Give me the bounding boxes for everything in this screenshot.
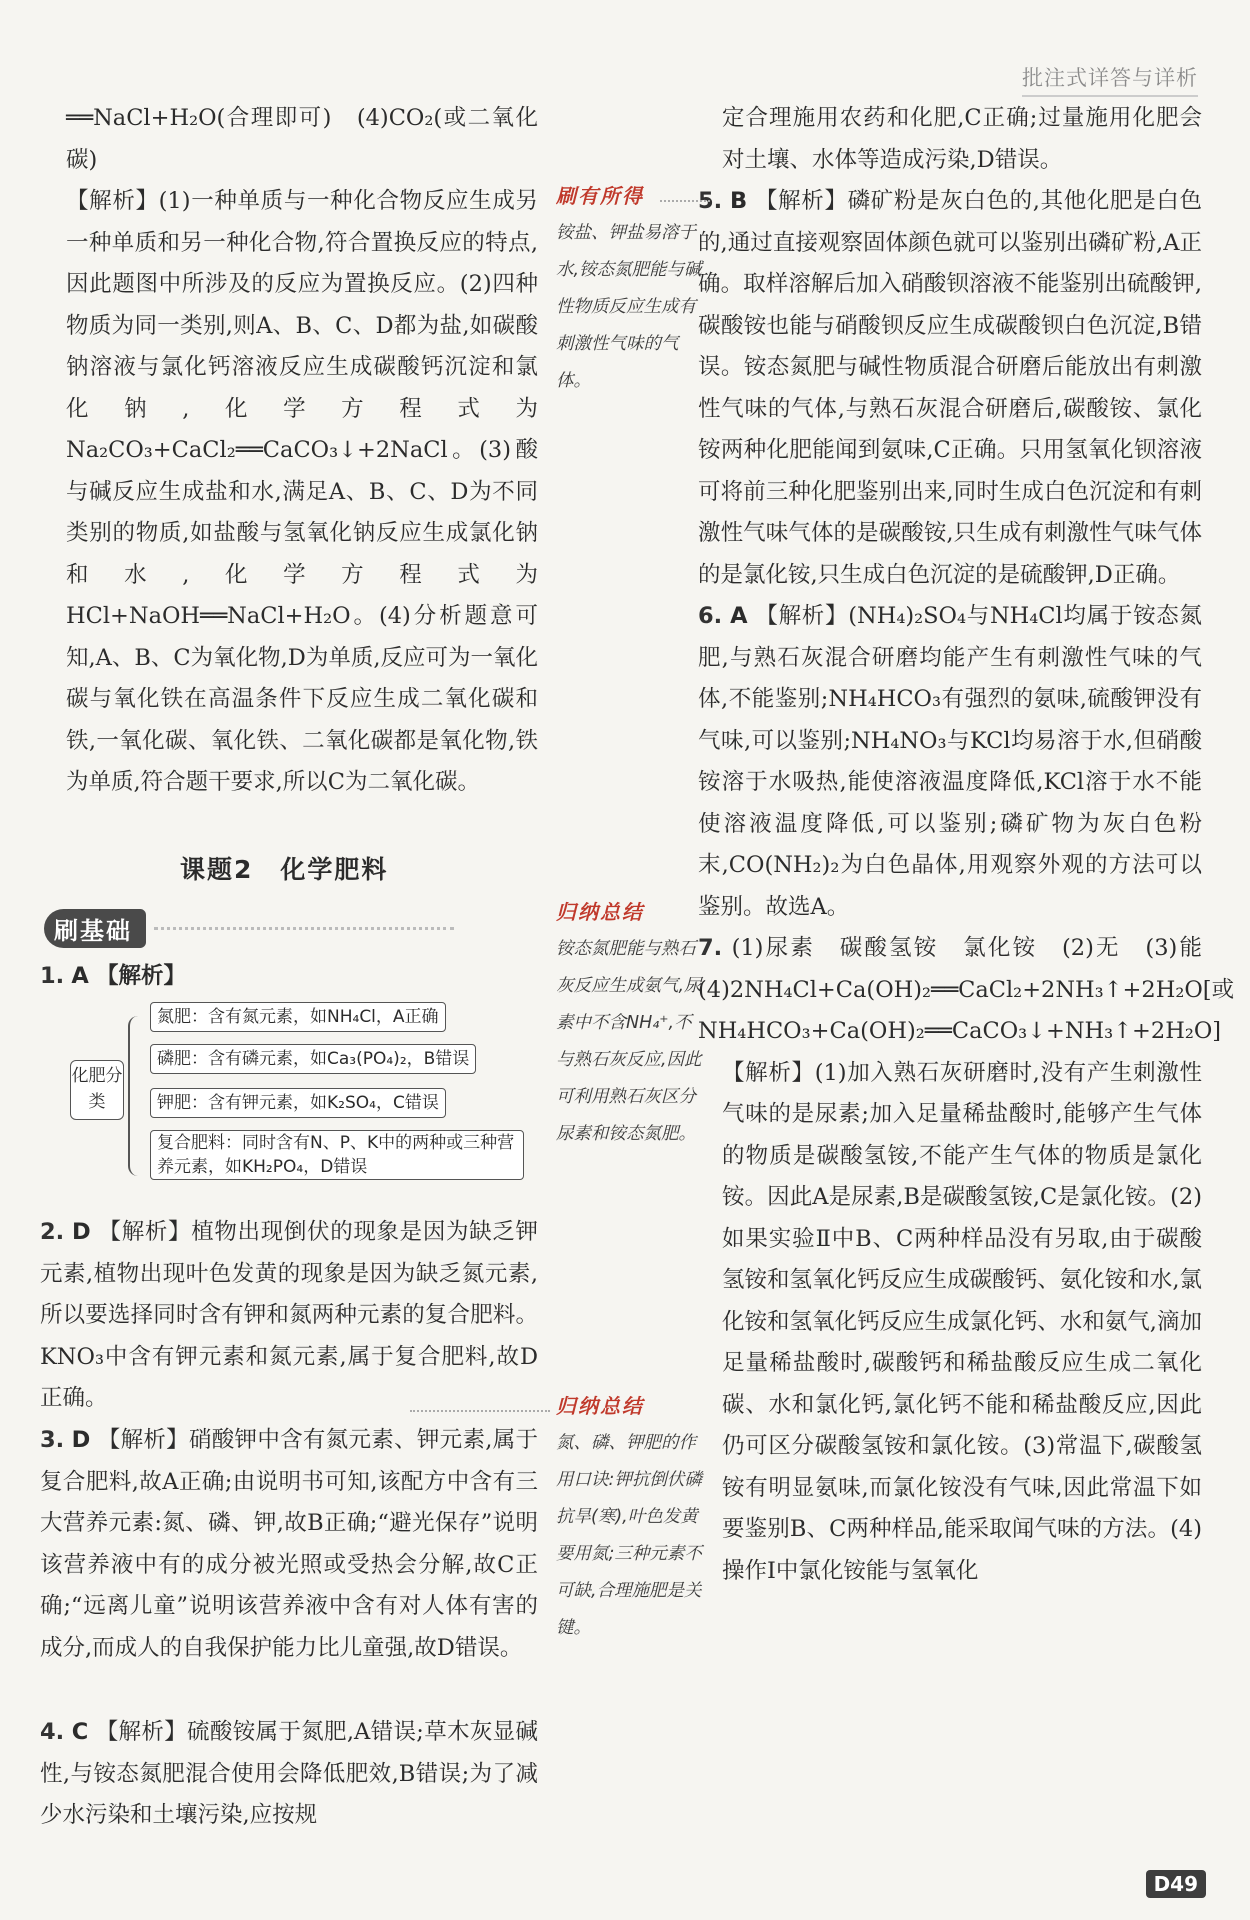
question-2 (40, 1212, 538, 1420)
analysis-label: 【解析】 (95, 963, 186, 989)
question-number: 3. (40, 1427, 65, 1453)
question-3 (40, 1420, 538, 1669)
callout-leader (660, 200, 710, 202)
lesson-title: 课题2 化学肥料 (180, 855, 389, 884)
right-column (698, 98, 1235, 1592)
question-text: (1)尿素 碳酸氢铵 氯化铵 (2)无 (3)能 (4)2NH₄Cl+Ca(OH)₂══CaCl₂+2NH₃↑+2H₂O[或NH₄HCO₃+Ca(OH)₂══CaCO₃↓+NH₃↑+2H₂O] (698, 935, 1235, 1044)
answer-letter: B (730, 188, 748, 214)
side-note-title: 归纳总结 (556, 900, 644, 924)
side-note-text: 铵盐、钾盐易溶于水,铵态氮肥能与碱性物质反应生成有刺激性气味的气体。 (556, 223, 702, 391)
question-text: 【解析】硫酸铵属于氮肥,A错误;草木灰显碱性,与铵态氮肥混合使用会降低肥效,B错误;为了减少水污染和土壤污染,应按规 (40, 1719, 539, 1828)
analysis-paragraph: 【解析】(1)一种单质与一种化合物反应生成另一种单质和另一种化合物,符合置换反应的特点,因此题图中所涉及的反应为置换反应。(2)四种物质为同一类别,则A、B、C、D都为盐,如碳酸钠溶液与氯化钙溶液反应生成碳酸钙沉淀和氯化钠,化学方程式为Na₂CO₃+CaCl₂══CaCO₃↓+2NaCl。(3)酸与碱反应生成盐和水,满足A、B、C、D为不同类别的物质,如盐酸与氢氧化钠反应生成氯化钠和水,化学方程式为HCl+NaOH══NaCl+H₂O。(4)分析题意可知,A、B、C为氧化物,D为单质,反应可为一氧化碳与氧化铁在高温条件下反应生成二氧化碳和铁,一氧化碳、氧化铁、二氧化碳都是氧化物,铁为单质,符合题干要求,所以C为二氧化碳。 (66, 188, 538, 795)
callout-leader (410, 1410, 550, 1412)
brush-badge: 刷基础 (44, 909, 146, 948)
diagram-leaf-compound: 复合肥料：同时含有N、P、K中的两种或三种营养元素，如KH₂PO₄，D错误 (150, 1130, 524, 1180)
side-note-text: 氮、磷、钾肥的作用口诀:钾抗倒伏磷抗旱(寒),叶色发黄要用氮;三种元素不可缺,合理施肥是关键。 (556, 1433, 702, 1638)
answer-letter: C (71, 1719, 89, 1745)
header-tag: 批注式详答与详析 (1022, 62, 1198, 97)
answer-letter: D (71, 1427, 91, 1453)
diagram-root: 化肥分类 (70, 1060, 124, 1120)
side-note-1 (556, 178, 706, 400)
question-text: 【解析】硝酸钾中含有氮元素、钾元素,属于复合肥料,故A正确;由说明书可知,该配方中含有三大营养元素:氮、磷、钾,故B正确;“避光保存”说明该营养液中有的成分被光照或受热会分解,故C正确;“远离儿童”说明该营养液中含有对人体有害的成分,而成人的自我保护能力比儿童强,故D错误。 (40, 1427, 539, 1661)
analysis-paragraph: 【解析】(1)加入熟石灰研磨时,没有产生刺激性气味的是尿素;加入足量稀盐酸时,能够产生气体的物质是碳酸氢铵,不能产生气体的物质是氯化铵。因此A是尿素,B是碳酸氢铵,C是氯化铵。(2)如果实验Ⅱ中B、C两种样品没有另取,由于碳酸氢铵和氢氧化钙反应生成碳酸钙、氨化铵和水,氯化铵和氢氧化钙反应生成氯化钙、水和氨气,滴加足量稀盐酸时,碳酸钙和稀盐酸反应生成二氧化碳、水和氯化钙,氯化钙不能和稀盐酸反应,因此仍可区分碳酸氢铵和氯化铵。(3)常温下,碳酸氢铵有明显氨味,而氯化铵没有气味,因此常温下如要鉴别B、C两种样品,能采取闻气味的方法。(4)操作Ⅰ中氯化铵能与氢氧化 (722, 1059, 1202, 1584)
answer-letter: A (71, 963, 89, 989)
divider (154, 927, 454, 930)
answer-letter: A (730, 603, 748, 629)
side-note-3 (556, 1388, 706, 1647)
side-note-text: 铵态氮肥能与熟石灰反应生成氨气,尿素中不含NH₄⁺,不与熟石灰反应,因此可利用熟石灰区分尿素和铵态氮肥。 (556, 939, 702, 1144)
fertilizer-classification-diagram (70, 1002, 540, 1187)
question-number: 1. (40, 963, 65, 989)
side-note-title: 归纳总结 (556, 1394, 644, 1418)
diagram-brace (128, 1016, 150, 1176)
question-number: 4. (40, 1719, 65, 1745)
question-text: 【解析】植物出现倒伏的现象是因为缺乏钾元素,植物出现叶色发黄的现象是因为缺乏氮元素,所以要选择同时含有钾和氮两种元素的复合肥料。KNO₃中含有钾元素和氮元素,属于复合肥料,故D正确。 (40, 1219, 539, 1411)
question-1 (40, 956, 520, 998)
left-column (66, 98, 538, 804)
question-number: 2. (40, 1219, 65, 1245)
continuation-text: 定合理施用农药和化肥,C正确;过量施用化肥会对土壤、水体等造成污染,D错误。 (722, 105, 1202, 173)
question-number: 7. (698, 935, 723, 961)
diagram-leaf-phosphorus: 磷肥：含有磷元素，如Ca₃(PO₄)₂，B错误 (150, 1044, 476, 1074)
side-note-title: 刷有所得 (556, 184, 644, 208)
answer-continuation: ══NaCl+H₂O(合理即可) (4)CO₂(或二氧化碳) (66, 105, 538, 173)
section-badge (44, 908, 454, 948)
question-text: 【解析】磷矿粉是灰白色的,其他化肥是白色的,通过直接观察固体颜色就可以鉴别出磷矿粉,A正确。取样溶解后加入硝酸钡溶液不能鉴别出硫酸钾,碳酸铵也能与硝酸钡反应生成碳酸钡白色沉淀,B错误。铵态氮肥与碱性物质混合研磨后能放出有刺激性气味的气体,与熟石灰混合研磨后,碳酸铵、氯化铵两种化肥能闻到氨味,C正确。只用氢氧化钡溶液可将前三种化肥鉴别出来,同时生成白色沉淀和有刺激性气味气体的是碳酸铵,只生成有刺激性气味气体的是氯化铵,只生成白色沉淀的是硫酸钾,D正确。 (698, 188, 1203, 588)
question-4 (40, 1712, 538, 1837)
side-note-2 (556, 894, 706, 1153)
diagram-leaf-nitrogen: 氮肥：含有氮元素，如NH₄Cl，A正确 (150, 1002, 446, 1032)
question-number: 5. (698, 188, 723, 214)
page-number: D49 (1146, 1870, 1206, 1898)
question-number: 6. (698, 603, 723, 629)
diagram-leaf-potassium: 钾肥：含有钾元素，如K₂SO₄，C错误 (150, 1088, 446, 1118)
question-text: 【解析】(NH₄)₂SO₄与NH₄Cl均属于铵态氮肥,与熟石灰混合研磨均能产生有刺激性气味的气体,不能鉴别;NH₄HCO₃有强烈的氨味,硫酸钾没有气味,可以鉴别;NH₄NO₃与KCl均易溶于水,但硝酸铵溶于水吸热,能使溶液温度降低,KCl溶于水不能使溶液温度降低,可以鉴别;磷矿物为灰白色粉末,CO(NH₂)₂为白色晶体,用观察外观的方法可以鉴别。故选A。 (698, 603, 1202, 920)
answer-letter: D (72, 1219, 91, 1245)
